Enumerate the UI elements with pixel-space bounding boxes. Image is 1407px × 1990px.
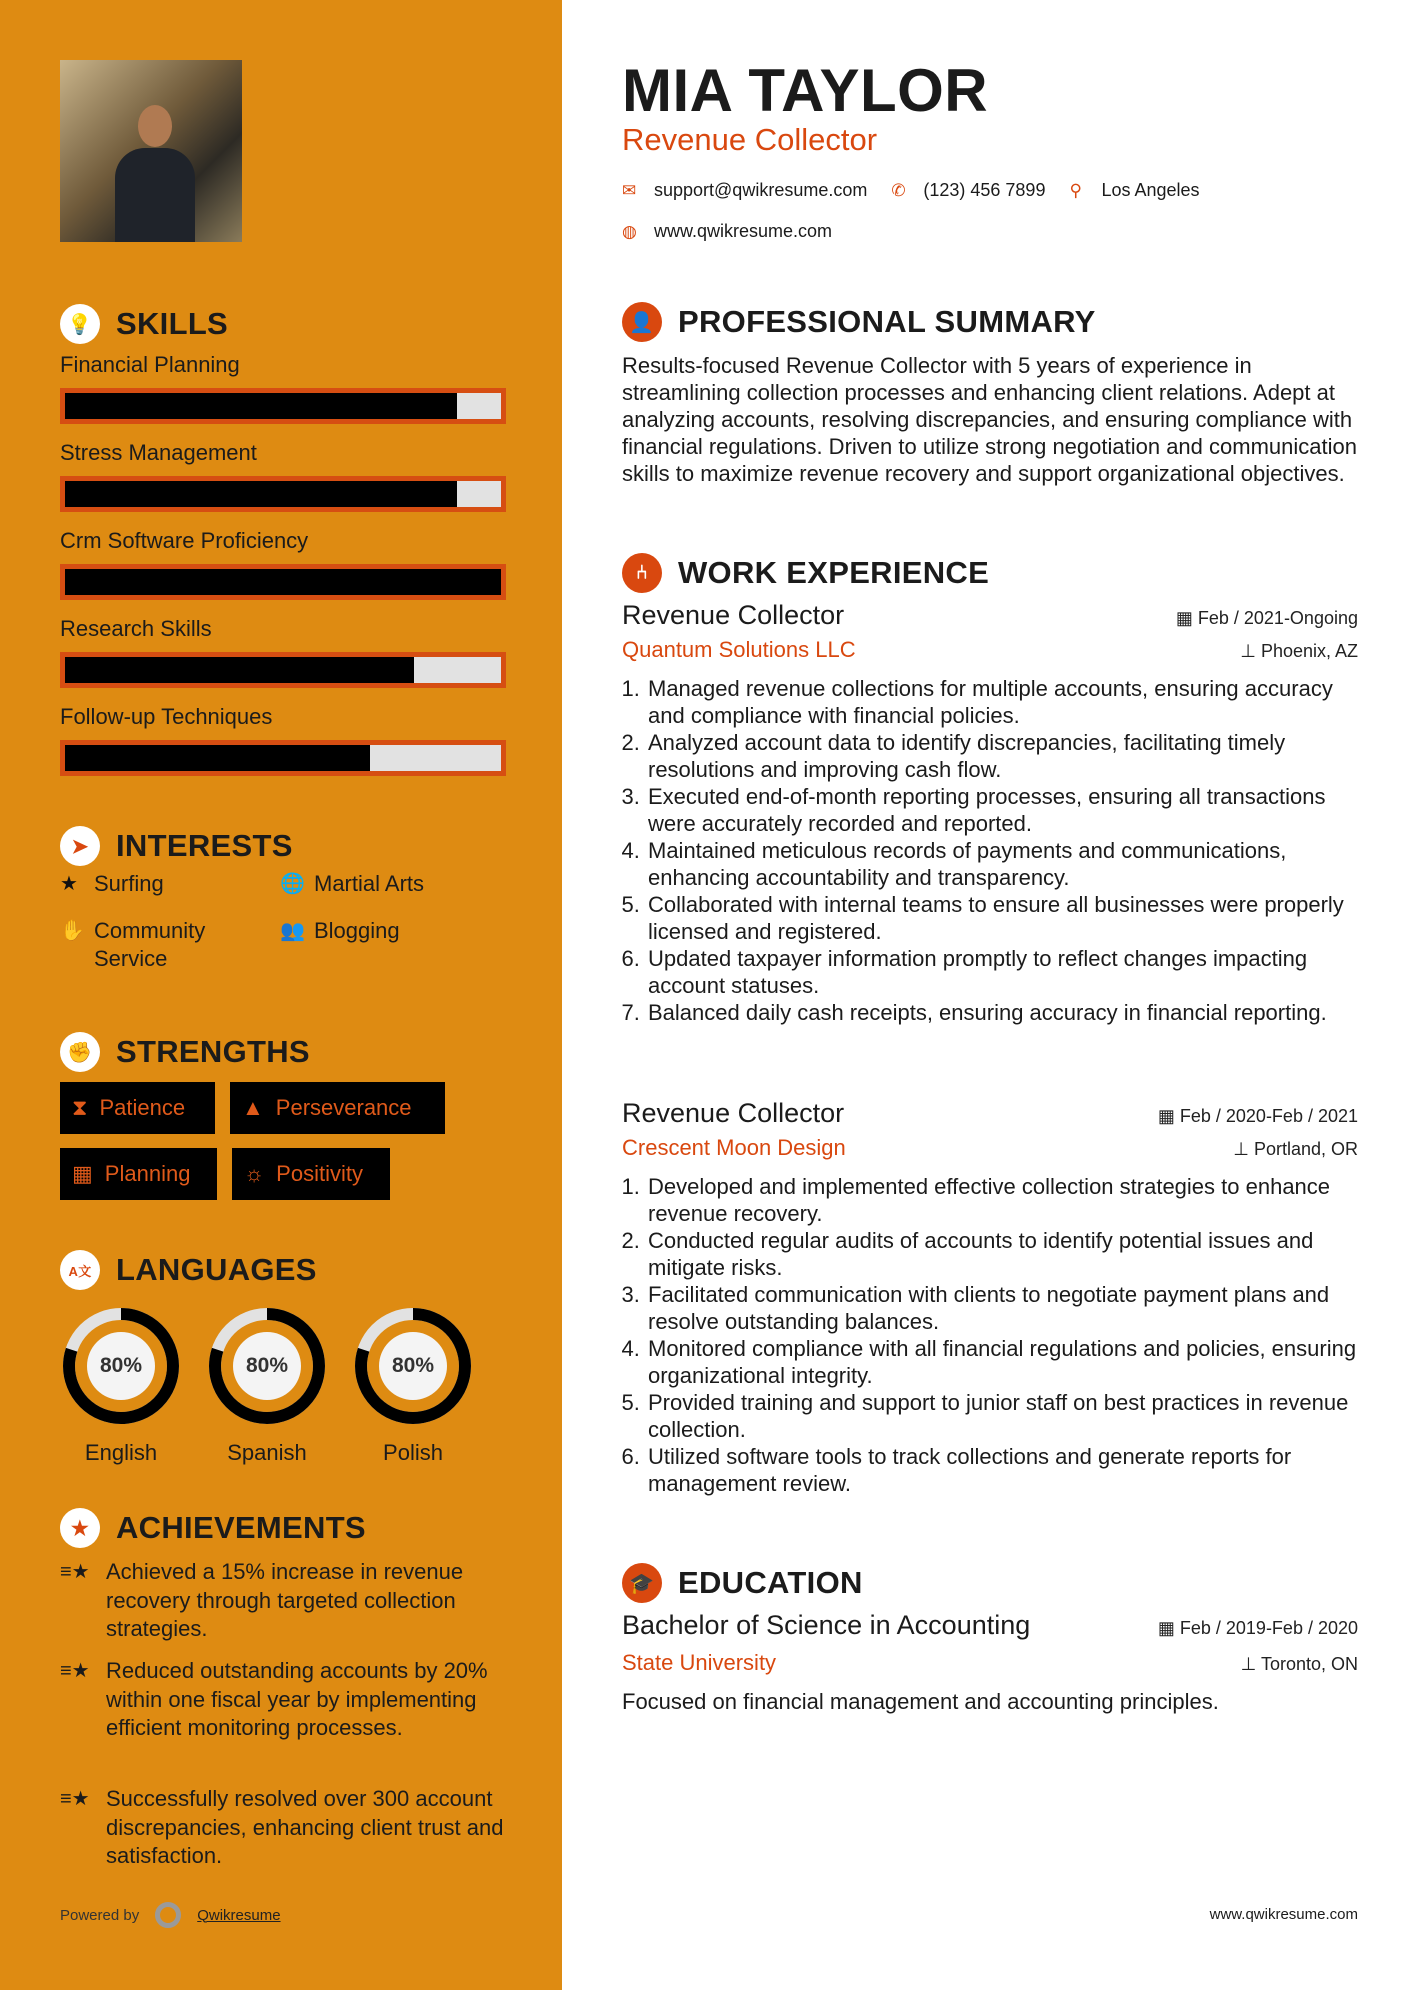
skill-label: Financial Planning — [60, 352, 240, 377]
job-bullets — [622, 675, 1358, 1026]
language-percent: 80% — [391, 1354, 435, 1377]
job-location: ⊥ Phoenix, AZ — [1240, 641, 1358, 661]
skill-label: Crm Software Proficiency — [60, 528, 309, 553]
interest-item: ✋ Community Service — [60, 918, 206, 971]
language-label: English — [84, 1440, 158, 1465]
candidate-name: MIA TAYLOR — [622, 57, 989, 124]
road-icon: ▲ — [242, 1095, 264, 1120]
job-dates: ▦ Feb / 2021-Ongoing — [1175, 608, 1358, 628]
company-name: Quantum Solutions LLC — [622, 637, 856, 662]
star-badge-icon: ★ — [60, 1508, 100, 1548]
degree: Bachelor of Science in Accounting — [622, 1610, 1031, 1640]
achievement-item: ≡★ Reduced outstanding accounts by 20% within one fiscal year by implementing efficient monitoring processes. — [60, 1657, 510, 1743]
skill-bar-fill — [65, 745, 370, 771]
skill-bar-fill — [65, 481, 457, 507]
interests-heading: ➤ INTERESTS — [60, 826, 293, 866]
education-location: ⊥ Toronto, ON — [1240, 1654, 1358, 1674]
languages-heading: A文 LANGUAGES — [60, 1250, 317, 1290]
job-title: Revenue Collector — [622, 122, 878, 157]
job-bullet: 5. Provided training and support to junior staff on best practices in revenue collection. — [646, 1389, 1358, 1443]
skill-item — [60, 616, 506, 688]
envelope-icon: ✉ — [622, 180, 637, 200]
job-role: Revenue Collector — [622, 1098, 845, 1128]
job-bullet: 1. Managed revenue collections for multiple accounts, ensuring accuracy and compliance with financial policies. — [646, 675, 1358, 729]
skill-label: Stress Management — [60, 440, 257, 465]
calendar-icon: ▦ — [1175, 608, 1198, 628]
pin-icon: ⊥ — [1240, 641, 1261, 661]
strengths-heading: ✊ STRENGTHS — [60, 1032, 310, 1072]
interest-item: 👥 Blogging — [280, 918, 400, 943]
job-bullet: 1. Developed and implemented effective collection strategies to enhance revenue recovery. — [646, 1173, 1358, 1227]
achievements-heading: ★ ACHIEVEMENTS — [60, 1508, 366, 1548]
job-bullet: 2. Analyzed account data to identify discrepancies, facilitating timely resolutions and improving cash flow. — [646, 729, 1358, 783]
job-location: ⊥ Portland, OR — [1233, 1139, 1358, 1159]
skills-heading: 💡 SKILLS — [60, 304, 228, 344]
job-entry — [622, 1098, 1358, 1497]
job-bullet: 4. Maintained meticulous records of payments and communications, enhancing accountability and transparency. — [646, 837, 1358, 891]
phone-text: (123) 456 7899 — [923, 180, 1046, 200]
website-row — [622, 221, 1358, 242]
calendar-icon: ▦ — [1157, 1106, 1180, 1126]
strength-tag: ▦ Planning — [60, 1148, 217, 1200]
pin-icon: ⊥ — [1233, 1139, 1254, 1159]
company-name: Crescent Moon Design — [622, 1135, 846, 1160]
contact-row — [622, 180, 1358, 201]
phone-icon: ✆ — [891, 180, 906, 200]
hand-icon: ✋ — [60, 920, 85, 942]
summary-text: Results-focused Revenue Collector with 5 years of experience in streamlining collection processes and enhancing client relations. Adept at analyzing accounts, resolving discrepancies, and ensuring compliance with financial regulations. Driven to utilize strong negotiation and communication skills to maximize revenue recovery and support organizational objectives. — [622, 353, 1357, 486]
language-percent: 80% — [245, 1354, 289, 1377]
language-label: Spanish — [227, 1440, 307, 1465]
star-icon: ≡★ — [60, 1561, 90, 1583]
job-bullet: 3. Executed end-of-month reporting processes, ensuring all transactions were accurately recorded and reported. — [646, 783, 1358, 837]
job-entry — [622, 600, 1358, 1026]
skill-bar-fill — [65, 569, 501, 595]
paper-plane-icon: ➤ — [60, 826, 100, 866]
language-donut — [352, 1305, 474, 1427]
email-link[interactable]: support@qwikresume.com — [654, 180, 868, 200]
skill-bar — [60, 740, 506, 776]
interest-item: 🌐 Martial Arts — [280, 871, 425, 896]
footer-url[interactable]: www.qwikresume.com — [1209, 1906, 1358, 1923]
map-pin-icon: ⚲ — [1069, 180, 1082, 200]
interest-item: ★ Surfing — [60, 871, 164, 896]
skill-item — [60, 352, 506, 424]
strength-tag: ☼ Positivity — [232, 1148, 390, 1200]
powered-by: Powered by Qwikresume — [60, 1902, 281, 1928]
star-icon: ≡★ — [60, 1788, 90, 1810]
fist-icon: ✊ — [60, 1032, 100, 1072]
graduation-cap-icon: 🎓 — [622, 1563, 662, 1603]
skill-bar — [60, 564, 506, 600]
language-icon: A文 — [60, 1250, 100, 1290]
calendar-icon: ▦ — [1157, 1618, 1180, 1638]
skill-label: Follow-up Techniques — [60, 704, 273, 729]
skill-item — [60, 440, 506, 512]
job-dates: ▦ Feb / 2020-Feb / 2021 — [1157, 1106, 1358, 1126]
skill-bar-fill — [65, 657, 414, 683]
education-row — [622, 1610, 1358, 1641]
skill-bar — [60, 476, 506, 512]
language-donut — [206, 1305, 328, 1427]
job-bullet: 6. Utilized software tools to track collections and generate reports for management review. — [646, 1443, 1358, 1497]
qwikresume-logo-icon — [155, 1902, 181, 1928]
job-bullet: 5. Collaborated with internal teams to ensure all businesses were properly licensed and registered. — [646, 891, 1358, 945]
website-link[interactable]: www.qwikresume.com — [654, 221, 833, 241]
job-bullet: 3. Facilitated communication with clients to negotiate payment plans and resolve outstanding balances. — [646, 1281, 1358, 1335]
skill-item — [60, 528, 506, 600]
language-percent: 80% — [99, 1354, 143, 1377]
skill-bar — [60, 388, 506, 424]
globe-icon: ◍ — [622, 221, 637, 241]
hourglass-icon: ⧗ — [72, 1095, 88, 1120]
education-heading: 🎓 EDUCATION — [622, 1563, 1358, 1603]
star-icon: ★ — [60, 873, 78, 895]
education-row2 — [622, 1650, 1358, 1676]
job-bullets — [622, 1173, 1358, 1497]
education-dates: ▦ Feb / 2019-Feb / 2020 — [1157, 1618, 1358, 1638]
language-label: Polish — [383, 1440, 443, 1465]
profile-photo — [60, 60, 242, 242]
school: State University — [622, 1650, 777, 1675]
job-role: Revenue Collector — [622, 600, 845, 630]
sun-icon: ☼ — [244, 1161, 265, 1186]
job-bullet: 6. Updated taxpayer information promptly to reflect changes impacting account statuses. — [646, 945, 1358, 999]
skill-bar-fill — [65, 393, 457, 419]
users-icon: 👥 — [280, 920, 305, 942]
job-bullet: 4. Monitored compliance with all financial regulations and policies, ensuring organizational integrity. — [646, 1335, 1358, 1389]
skill-bar — [60, 652, 506, 688]
experience-heading: ⑃ WORK EXPERIENCE — [622, 553, 1358, 593]
language-donut — [60, 1305, 182, 1427]
education-description: Focused on financial management and accounting principles. — [622, 1689, 1219, 1714]
qwikresume-link[interactable]: Qwikresume — [197, 1906, 281, 1924]
chair-icon: ⑃ — [622, 553, 662, 593]
skill-item — [60, 704, 506, 776]
star-icon: ≡★ — [60, 1660, 90, 1682]
job-bullet: 7. Balanced daily cash receipts, ensuring accuracy in financial reporting. — [646, 999, 1358, 1026]
calendar-icon: ▦ — [72, 1161, 93, 1186]
user-icon: 👤 — [622, 302, 662, 342]
achievement-item: ≡★ Achieved a 15% increase in revenue recovery through targeted collection strategies. — [60, 1558, 510, 1644]
strength-tag: ⧗ Patience — [60, 1082, 215, 1134]
achievement-item: ≡★ Successfully resolved over 300 account discrepancies, enhancing client trust and satisfaction. — [60, 1785, 510, 1871]
skill-label: Research Skills — [60, 616, 212, 641]
lightbulb-icon: 💡 — [60, 304, 100, 344]
pin-icon: ⊥ — [1240, 1654, 1261, 1674]
strength-tag: ▲ Perseverance — [230, 1082, 445, 1134]
location-text: Los Angeles — [1101, 180, 1200, 200]
job-bullet: 2. Conducted regular audits of accounts to identify potential issues and mitigate risks. — [646, 1227, 1358, 1281]
globe-icon: 🌐 — [280, 873, 305, 895]
summary-heading: 👤 PROFESSIONAL SUMMARY — [622, 302, 1358, 342]
